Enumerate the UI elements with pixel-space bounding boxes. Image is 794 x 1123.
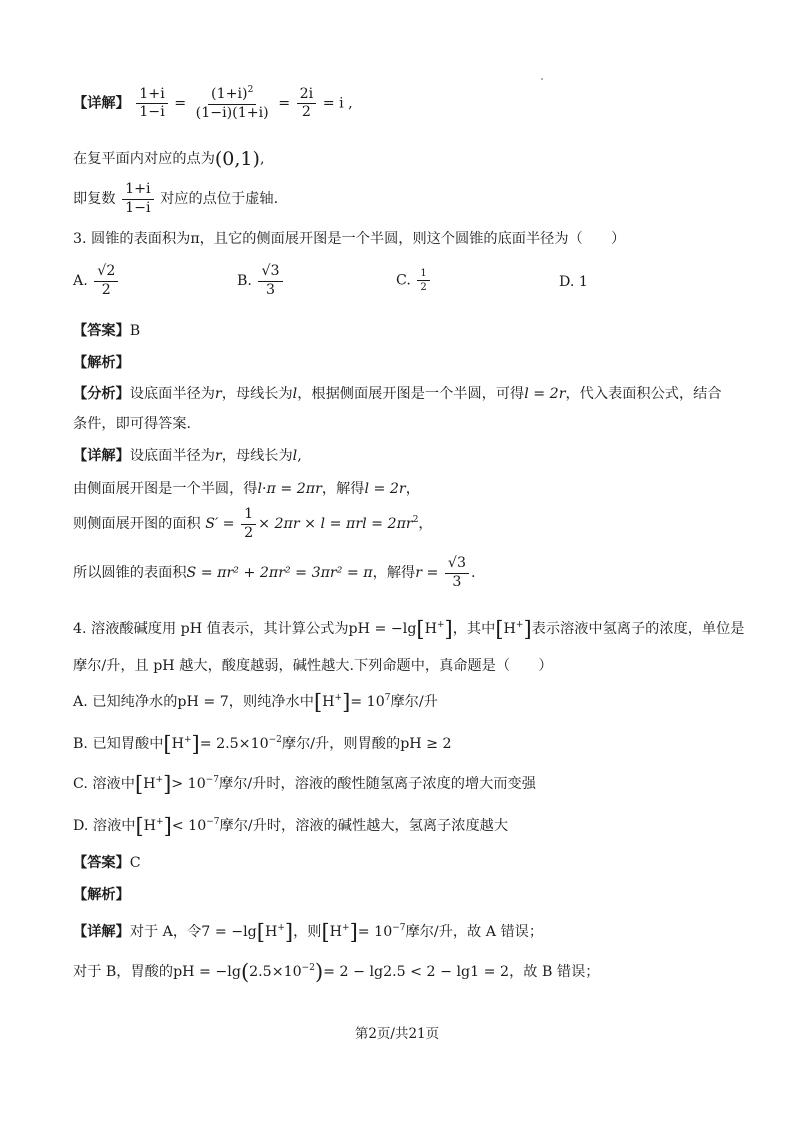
q4-option-c: C. 溶液中$[H^+]> 10^{-7}$摩尔/升时，溶液的酸性随氢离子浓度的增大而变强: [73, 772, 536, 796]
page-footer: 第2页/共21页: [354, 1026, 440, 1042]
option-b: B. $\frac{√3}{3}$: [237, 264, 285, 298]
q3-stem: 3. 圆锥的表面积为π，且它的侧面展开图是一个半圆，则这个圆锥的底面半径为（ ）: [73, 231, 626, 247]
scan-speck: [541, 78, 543, 80]
fraction: $\frac{1+i}{1-i}$: [136, 87, 167, 121]
q4-stem-line-1: 4. 溶液酸碱度用 pH 值表示，其计算公式为pH = −lg[H+]，其中[H+]表示溶液中氢离子的浓度，单位是: [73, 617, 745, 641]
q3-detail-line-3: 则侧面展开图的面积 S′ = $\frac{1}{2}$ × $2\pi r \times l = \pi rl = 2\pi r^2$，: [73, 506, 433, 541]
q3-fenxi-line-1: 【分析】设底面半径为r，母线长为l，根据侧面展开图是一个半圆，可得l = 2r，代入表面积公式，结合: [73, 386, 722, 402]
q4-detail-line-1: 【详解】对于 A，令7 = −lg[H+]，则$[H^+]= 10^{-7}$摩尔/升，故 A 错误；: [73, 920, 544, 944]
q4-stem-line-2: 摩尔/升，且 pH 越大，酸度越弱，碱性越大.下列命题中，真命题是（ ）: [73, 658, 553, 674]
q4-detail-line-2: 对于 B，胃酸的pH = $-\lg(2.5\times 10^{-2})= 2 - \lg 2.5 < 2 - \lg 1 = 2$，故 B 错误；: [73, 960, 600, 984]
option-a: A. $\frac{√2}{2}$: [73, 264, 120, 298]
q3-analysis-label: 【解析】: [73, 355, 130, 371]
q3-detail-line-2: 由侧面展开图是一个半圆，得l·π = 2πr，解得l = 2r，: [73, 481, 420, 497]
q2-detail-line-2: 在复平面内对应的点为(0,1),: [73, 148, 265, 170]
q3-answer: 【答案】B: [73, 323, 141, 339]
q4-option-b: B. 已知胃酸中$[H^+]= 2.5\times 10^{-2}$摩尔/升，则胃酸的pH ≥ 2: [73, 732, 452, 756]
q3-fenxi-line-2: 条件，即可得答案.: [73, 416, 192, 432]
fraction: $\frac{1+i}{1-i}$: [122, 182, 153, 216]
fraction: $\frac{2i}{2}$: [297, 87, 317, 121]
q4-answer: 【答案】C: [73, 855, 141, 871]
option-c: C. $\frac{1}{2}$: [396, 268, 432, 293]
q3-detail-line-1: 【详解】设底面半径为r，母线长为l,: [73, 448, 302, 464]
fraction: $\frac{(1+i)^2}{(1-i)(1+i)}$: [195, 85, 269, 121]
q3-options: [73, 264, 733, 308]
equation-result: = i ,: [322, 95, 353, 112]
q3-detail-line-4: 所以圆锥的表面积S = πr² + 2πr² = 3πr² = π，解得r = $\frac{√3}{3}$ .: [73, 555, 476, 590]
q2-detail-line-3: 即复数 $\frac{1+i}{1-i}$ 对应的点位于虚轴.: [73, 181, 279, 216]
q4-option-d: D. 溶液中$[H^+]< 10^{-7}$摩尔/升时，溶液的碱性越大，氢离子浓度越大: [73, 814, 509, 838]
q2-detail-line-1: 【详解】 $\frac{1+i}{1-i}$ = $\frac{(1+i)^2}{(1-i)(1+i)}$ = $\frac{2i}{2}$ = i ,: [73, 85, 353, 121]
q4-analysis-label: 【解析】: [73, 887, 130, 903]
detail-label: 【详解】: [73, 95, 130, 112]
option-d: D. 1: [559, 274, 588, 290]
q4-option-a: A. 已知纯净水的pH = 7，则纯净水中$[H^+]= 10^7$摩尔/升: [73, 690, 438, 714]
